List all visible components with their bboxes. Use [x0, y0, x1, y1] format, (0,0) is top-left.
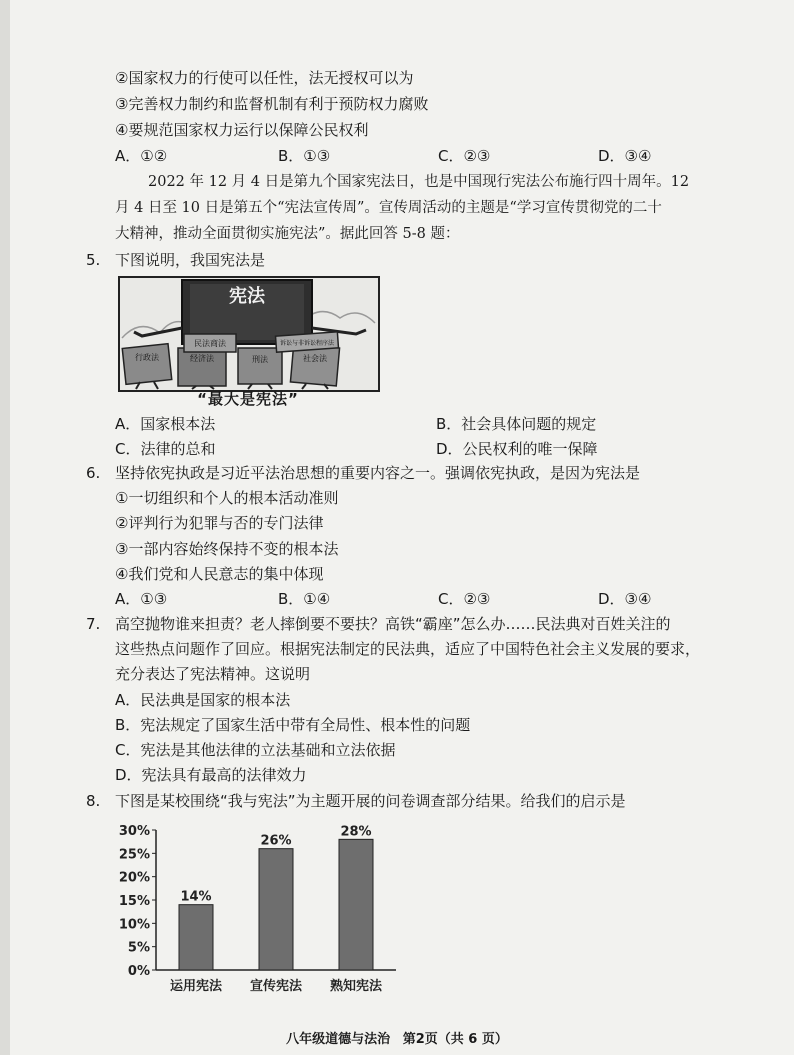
option-d[interactable]: D．③④: [598, 147, 652, 165]
option-b[interactable]: B．①③: [278, 147, 331, 165]
svg-text:社会法: 社会法: [303, 354, 327, 363]
small-book-1: [122, 344, 172, 385]
q6-option-b[interactable]: B．①④: [278, 590, 331, 608]
svg-text:诉讼与非诉讼程序法: 诉讼与非诉讼程序法: [279, 340, 335, 347]
category-label-1: 运用宪法: [169, 979, 223, 994]
y-tick-label: 15%: [118, 894, 150, 909]
q6-statement-2: ②评判行为犯罪与否的专门法律: [115, 514, 324, 532]
q7-option-d[interactable]: D．宪法具有最高的法律效力: [115, 766, 307, 784]
q7-option-b[interactable]: B．宪法规定了国家生活中带有全局性、根本性的问题: [115, 716, 471, 734]
q6-option-c[interactable]: C．②③: [438, 590, 491, 608]
statement-4: ④要规范国家权力运行以保障公民权利: [115, 121, 369, 139]
passage-line-2: 月 4 日至 10 日是第五个“宪法宣传周”。宣传周活动的主题是“学习宣传贯彻党的二十: [115, 200, 662, 216]
small-book-6: [276, 332, 339, 352]
data-label-1: 14%: [180, 889, 212, 905]
q5-option-d[interactable]: D．公民权利的唯一保障: [436, 440, 598, 458]
q6-option-d[interactable]: D．③④: [598, 590, 652, 608]
cartoon-frame: [118, 276, 380, 392]
q6-statement-4: ④我们党和人民意志的集中体现: [115, 565, 324, 583]
q7-option-a[interactable]: A．民法典是国家的根本法: [115, 691, 291, 709]
data-label-2: 26%: [260, 833, 292, 849]
passage-line-3: 大精神，推动全面贯彻实施宪法”。据此回答 5-8 题：: [115, 226, 460, 242]
y-tick-label: 10%: [118, 917, 150, 933]
question-6-stem: 坚持依宪执政是习近平法治思想的重要内容之一。强调依宪执政，是因为宪法是: [115, 464, 641, 482]
statement-3: ③完善权力制约和监督机制有利于预防权力腐败: [115, 95, 429, 113]
statement-2: ②国家权力的行使可以任性，法无授权可以为: [115, 69, 414, 87]
footer-page-number: 第2页（共 6 页）: [402, 1032, 508, 1047]
question-8-stem: 下图是某校围绕“我与宪法”为主题开展的问卷调查部分结果。给我们的启示是: [115, 792, 626, 810]
y-tick-label: 25%: [118, 847, 150, 863]
svg-text:刑法: 刑法: [252, 355, 268, 364]
question-8-number: 8.: [86, 792, 101, 810]
y-tick-label: 30%: [118, 824, 150, 839]
svg-text:行政法: 行政法: [135, 353, 159, 362]
q5-option-b[interactable]: B．社会具体问题的规定: [436, 415, 597, 433]
q5-option-c[interactable]: C．法律的总和: [115, 440, 216, 458]
bar-chart-svg: [112, 818, 412, 998]
question-7-line-3: 充分表达了宪法精神。这说明: [115, 665, 311, 683]
question-5-number: 5.: [86, 251, 101, 269]
question-6-number: 6.: [86, 464, 101, 482]
question-7-number: 7.: [86, 615, 101, 633]
q6-statement-3: ③一部内容始终保持不变的根本法: [115, 540, 339, 558]
q6-option-a[interactable]: A．①③: [115, 590, 168, 608]
q5-option-a[interactable]: A．国家根本法: [115, 415, 216, 433]
question-5-stem: 下图说明，我国宪法是: [115, 251, 266, 269]
y-tick-label: 20%: [118, 870, 150, 886]
footer-subject: 八年级道德与法治: [286, 1032, 391, 1047]
category-label-3: 熟知宪法: [329, 979, 383, 994]
page-edge: [0, 0, 10, 1055]
passage-line-1: 2022 年 12 月 4 日是第九个国家宪法日，也是中国现行宪法公布施行四十周年。12: [148, 174, 690, 190]
option-c[interactable]: C．②③: [438, 147, 491, 165]
q7-option-c[interactable]: C．宪法是其他法律的立法基础和立法依据: [115, 741, 396, 759]
svg-text:民法商法: 民法商法: [194, 339, 226, 348]
bar-3: [339, 839, 373, 970]
big-book-title: 宪法: [229, 286, 265, 307]
question-7-line-1: 高空抛物谁来担责？老人摔倒要不要扶？高铁“霸座”怎么办……民法典对百姓关注的: [115, 615, 671, 633]
bar-1: [179, 905, 213, 970]
constitution-cartoon: [118, 276, 380, 406]
y-tick-label: 0%: [127, 964, 150, 979]
cartoon-caption: “最大是宪法”: [197, 390, 299, 408]
survey-bar-chart: [112, 818, 412, 998]
cartoon-illustration: [120, 278, 378, 390]
bar-2: [259, 849, 293, 970]
data-label-3: 28%: [340, 824, 372, 840]
page-footer: [0, 1028, 794, 1047]
small-book-4: [238, 348, 282, 384]
question-7-line-2: 这些热点问题作了回应。根据宪法制定的民法典，适应了中国特色社会主义发展的要求，: [115, 640, 701, 658]
small-book-3: [184, 334, 236, 352]
option-a[interactable]: A．①②: [115, 147, 168, 165]
q6-statement-1: ①一切组织和个人的根本活动准则: [115, 489, 339, 507]
svg-text:经济法: 经济法: [190, 354, 214, 363]
category-label-2: 宣传宪法: [249, 979, 303, 994]
small-book-2: [178, 348, 226, 386]
y-tick-label: 5%: [127, 940, 150, 956]
